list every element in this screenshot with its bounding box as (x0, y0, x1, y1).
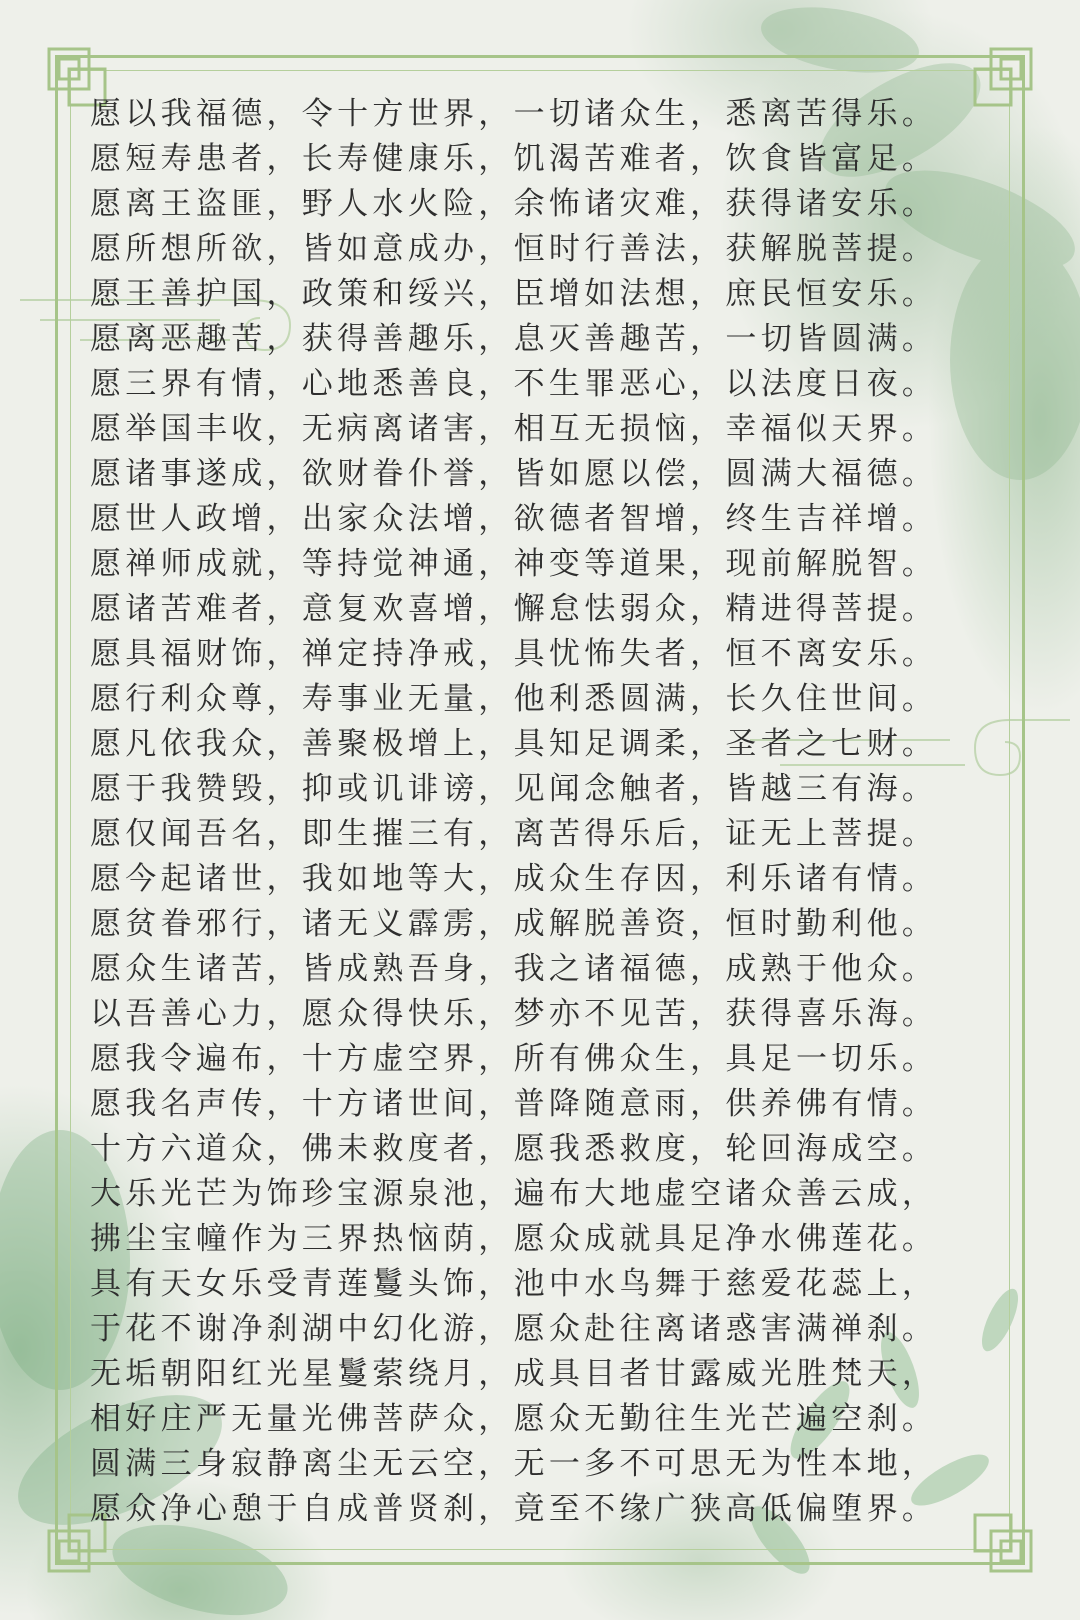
verse-line: 愿离王盗匪，野人水火险，余怖诸灾难，获得诸安乐。 (90, 186, 938, 222)
prayer-text-block (90, 92, 1010, 1532)
verse-line: 以吾善心力，愿众得快乐，梦亦不见苦，获得喜乐海。 (90, 996, 938, 1032)
verse-line: 愿我名声传，十方诸世间，普降随意雨，供养佛有情。 (90, 1086, 938, 1122)
verse-line: 愿离恶趣苦，获得善趣乐，息灭善趣苦，一切皆圆满。 (90, 321, 938, 357)
verse-line: 愿贫眷邪行，诸无义霹雳，成解脱善资，恒时勤利他。 (90, 906, 938, 942)
verse-line: 愿举国丰收，无病离诸害，相互无损恼，幸福似天界。 (90, 411, 938, 447)
verse-line: 愿诸事遂成，欲财眷仆誉，皆如愿以偿，圆满大福德。 (90, 456, 938, 492)
verse-line: 愿具福财饰，禅定持净戒，具忧怖失者，恒不离安乐。 (90, 636, 938, 672)
verse-line: 愿众生诸苦，皆成熟吾身，我之诸福德，成熟于他众。 (90, 951, 938, 987)
verse-line: 愿今起诸世，我如地等大，成众生存因，利乐诸有情。 (90, 861, 938, 897)
verse-line: 愿以我福德，令十方世界，一切诸众生，悉离苦得乐。 (90, 96, 938, 132)
verse-line: 愿行利众尊，寿事业无量，他利悉圆满，长久住世间。 (90, 681, 938, 717)
verse-line: 愿凡依我众，善聚极增上，具知足调柔，圣者之七财。 (90, 726, 938, 762)
verse-line: 相好庄严无量光佛菩萨众，愿众无勤往生光芒遍空刹。 (90, 1401, 938, 1437)
verse-line: 愿诸苦难者，意复欢喜增，懈怠怯弱众，精进得菩提。 (90, 591, 938, 627)
verse-line: 拂尘宝幢作为三界热恼荫，愿众成就具足净水佛莲花。 (90, 1221, 938, 1257)
verse-line: 愿短寿患者，长寿健康乐，饥渴苦难者，饮食皆富足。 (90, 141, 938, 177)
verse-line: 十方六道众，佛未救度者，愿我悉救度，轮回海成空。 (90, 1131, 938, 1167)
verse-line: 大乐光芒为饰珍宝源泉池，遍布大地虚空诸众善云成， (90, 1176, 938, 1212)
verse-line: 无垢朝阳红光星鬘萦绕月，成具目者甘露威光胜梵天， (90, 1356, 938, 1392)
verse-line: 愿世人政增，出家众法增，欲德者智增，终生吉祥增。 (90, 501, 938, 537)
verse-line: 愿禅师成就，等持觉神通，神变等道果，现前解脱智。 (90, 546, 938, 582)
verse-line: 愿于我赞毁，抑或讥诽谤，见闻念触者，皆越三有海。 (90, 771, 938, 807)
verse-line: 具有天女乐受青莲鬘头饰，池中水鸟舞于慈爱花蕊上， (90, 1266, 938, 1302)
verse-line: 愿所想所欲，皆如意成办，恒时行善法，获解脱菩提。 (90, 231, 938, 267)
verse-line: 愿我令遍布，十方虚空界，所有佛众生，具足一切乐。 (90, 1041, 938, 1077)
verse-line: 愿王善护国，政策和绥兴，臣增如法想，庶民恒安乐。 (90, 276, 938, 312)
verse-line: 愿众净心憩于自成普贤刹，竟至不缘广狭高低偏堕界。 (90, 1491, 938, 1527)
verse-line: 愿仅闻吾名，即生摧三有，离苦得乐后，证无上菩提。 (90, 816, 938, 852)
verse-line: 于花不谢净刹湖中幻化游，愿众赴往离诸惑害满禅刹。 (90, 1311, 938, 1347)
verse-line: 愿三界有情，心地悉善良，不生罪恶心，以法度日夜。 (90, 366, 938, 402)
verse-line: 圆满三身寂静离尘无云空，无一多不可思无为性本地， (90, 1446, 938, 1482)
